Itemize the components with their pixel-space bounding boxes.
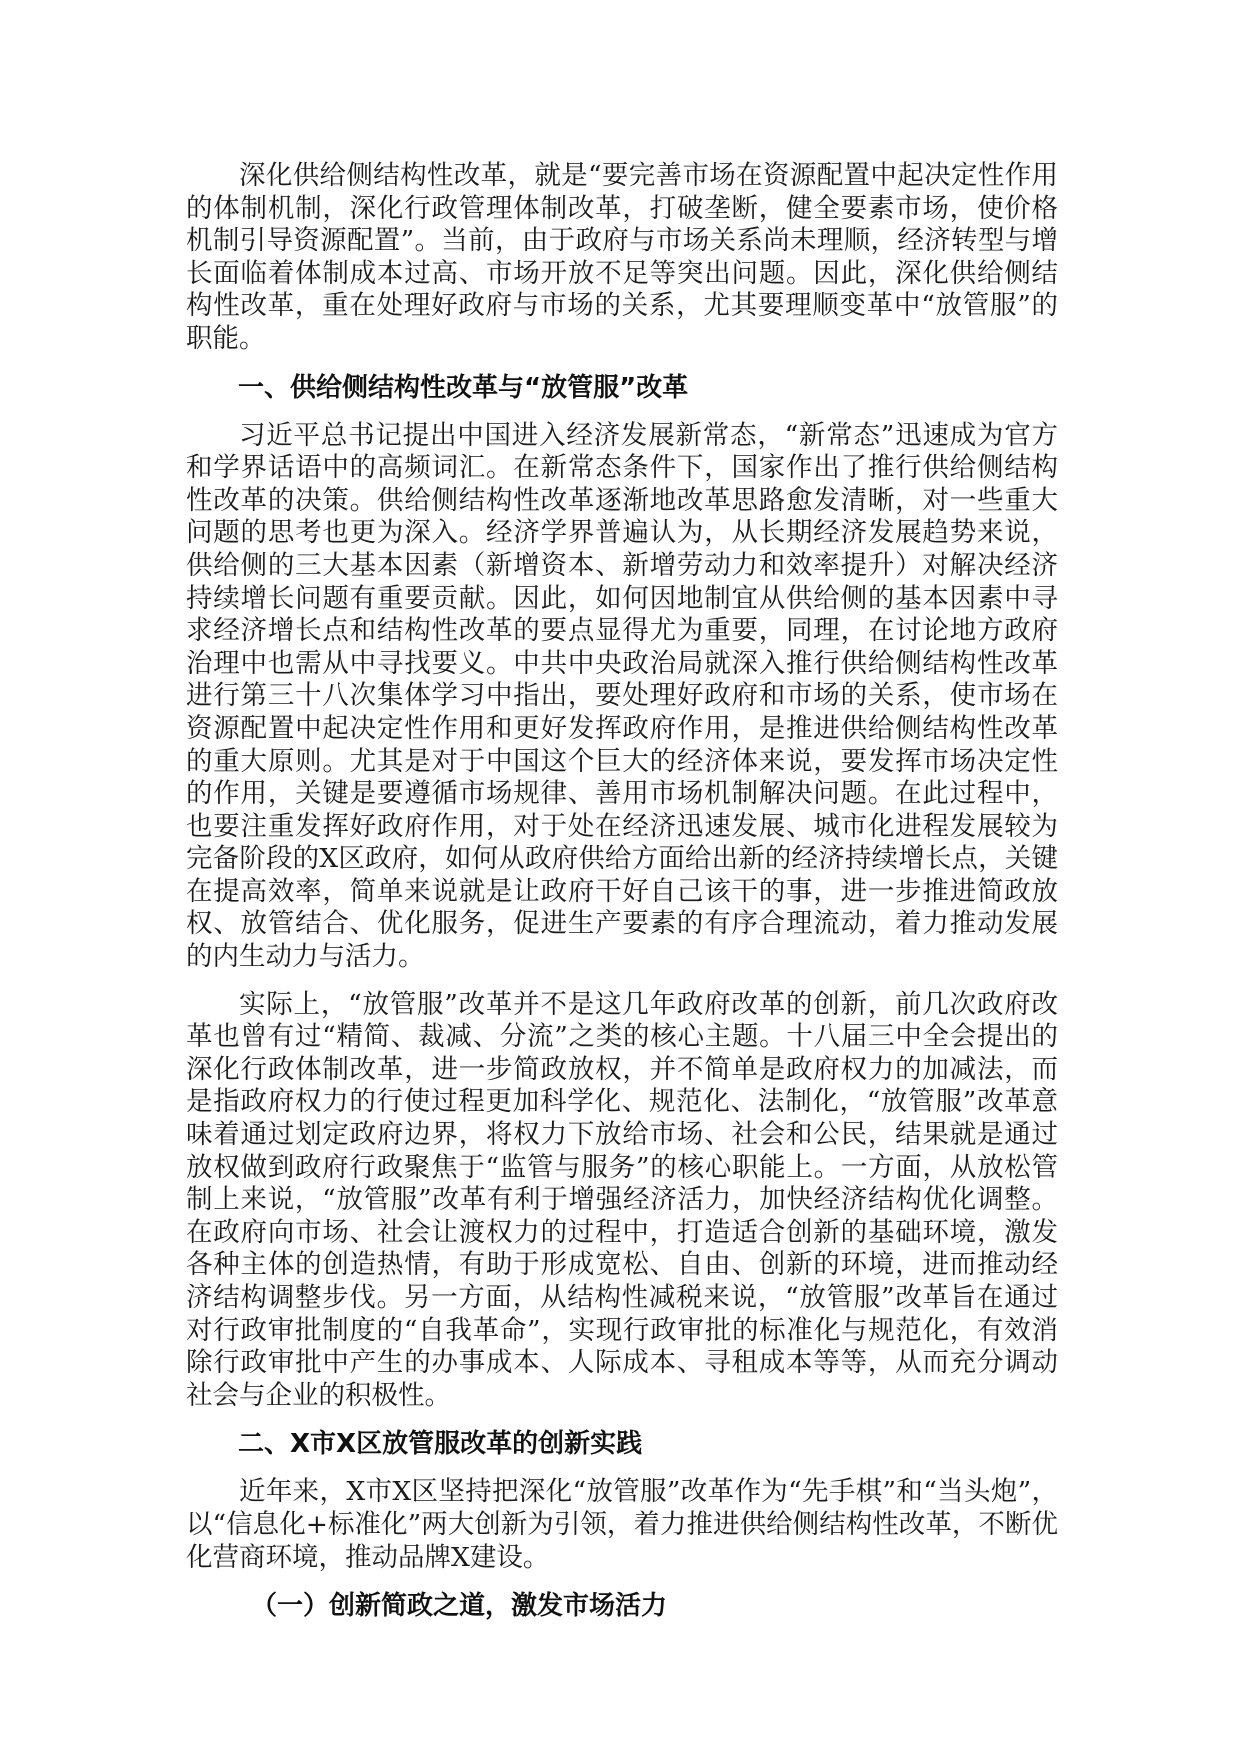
document-body — [186, 160, 1058, 1623]
section-1-heading: 一、供给侧结构性改革与“放管服”改革 — [238, 372, 689, 403]
section-2-paragraph-1: 近年来，X市X区坚持把深化“放管服”改革作为“先手棋”和“当头炮”，以“信息化+标准化”两大创新为引领，着力推进供给侧结构性改革，不断优化营商环境，推动品牌X建设。 — [186, 1476, 1058, 1573]
section-2-heading: 二、X市X区放管服改革的创新实践 — [238, 1429, 643, 1460]
intro-paragraph: 深化供给侧结构性改革，就是“要完善市场在资源配置中起决定性作用的体制机制，深化行政管理体制改革，打破垄断，健全要素市场，使价格机制引导资源配置”。当前，由于政府与市场关系尚未理顺，经济转型与增长面临着体制成本过高、市场开放不足等突出问题。因此，深化供给侧结构性改革，重在处理好政府与市场的关系，尤其要理顺变革中“放管服”的职能。 — [186, 160, 1058, 354]
section-1-paragraph-2: 实际上，“放管服”改革并不是这几年政府改革的创新，前几次政府改革也曾有过“精简、裁减、分流”之类的核心主题。十八届三中全会提出的深化行政体制改革，进一步简政放权，并不简单是政府权力的加减法，而是指政府权力的行使过程更加科学化、规范化、法制化，“放管服”改革意味着通过划定政府边界，将权力下放给市场、社会和公民，结果就是通过放权做到政府行政聚焦于“监管与服务”的核心职能上。一方面，从放松管制上来说，“放管服”改革有利于增强经济活力，加快经济结构优化调整。在政府向市场、社会让渡权力的过程中，打造适合创新的基础环境，激发各种主体的创造热情，有助于形成宽松、自由、创新的环境，进而推动经济结构调整步伐。另一方面，从结构性减税来说，“放管服”改革旨在通过对行政审批制度的“自我革命”，实现行政审批的标准化与规范化，有效消除行政审批中产生的办事成本、人际成本、寻租成本等等，从而充分调动社会与企业的积极性。 — [186, 988, 1058, 1411]
section-1-paragraph-1: 习近平总书记提出中国进入经济发展新常态，“新常态”迅速成为官方和学界话语中的高频词汇。在新常态条件下，国家作出了推行供给侧结构性改革的决策。供给侧结构性改革逐渐地改革思路愈发清晰，对一些重大问题的思考也更为深入。经济学界普遍认为，从长期经济发展趋势来说，供给侧的三大基本因素（新增资本、新增劳动力和效率提升）对解决经济持续增长问题有重要贡献。因此，如何因地制宜从供给侧的基本因素中寻求经济增长点和结构性改革的要点显得尤为重要，同理，在讨论地方政府治理中也需从中寻找要义。中共中央政治局就深入推行供给侧结构性改革进行第三十八次集体学习中指出，要处理好政府和市场的关系，使市场在资源配置中起决定性作用和更好发挥政府作用，是推进供给侧结构性改革的重大原则。尤其是对于中国这个巨大的经济体来说，要发挥市场决定性的作用，关键是要遵循市场规律、善用市场机制解决问题。在此过程中，也要注重发挥好政府作用，对于处在经济迅速发展、城市化进程发展较为完备阶段的X区政府，如何从政府供给方面给出新的经济持续增长点，关键在提高效率，简单来说就是让政府干好自己该干的事，进一步推进简政放权、放管结合、优化服务，促进生产要素的有序合理流动，着力推动发展的内生动力与活力。 — [186, 419, 1058, 973]
subsection-1-heading: （一）创新简政之道，激发市场活力 — [251, 1591, 668, 1622]
